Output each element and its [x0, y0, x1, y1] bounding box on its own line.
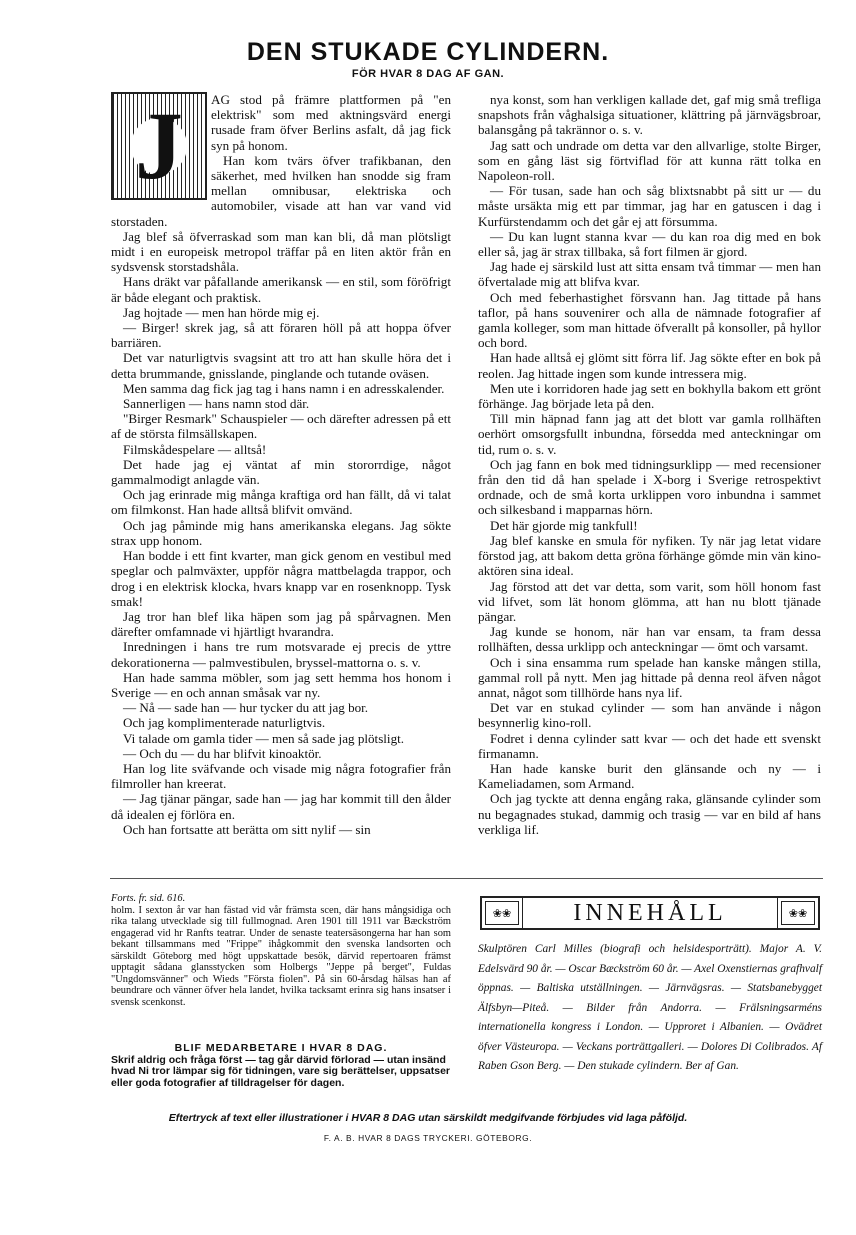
paragraph: Det här gjorde mig tankfull! [490, 517, 638, 533]
ornament-icon: ❀❀ [781, 901, 815, 925]
printer-imprint: F. A. B. HVAR 8 DAGS TRYCKERI. GÖTEBORG. [323, 1133, 533, 1143]
paragraph: Han log lite sväfvande och visade mig några fotografier från filmroller han kreerat. [111, 760, 451, 792]
continuation-notes [111, 893, 451, 1008]
paragraph: Jag hade ej särskild lust att sitta ensam två timmar — men han öfvertalade mig att blifva kvar. [478, 259, 821, 290]
ornament-icon: ❀❀ [485, 901, 519, 925]
paragraph: Men ute i korridoren hade jag sett en bokhylla bakom ett grönt förhänge. Jag började leta på den. [478, 380, 821, 412]
paragraph: — Jag tjänar pängar, sade han — jag har kommit till den ålder då idealen ej förlöra en. [111, 791, 451, 822]
paragraph: Han bodde i ett fint kvarter, man gick genom en vestibul med speglar och palmväxter, uppför några mattbelagda trappor, och drog i en elektrisk klocka, hvars knapp var en rosenknopp. Tysk smak! [111, 548, 451, 609]
right-column [478, 92, 821, 837]
paragraph: Och i sina ensamma rum spelade han kanske mången stilla, gammal roll på nytt. Men jag hittade på denna reol äfven något annat, något som tillhörde hans nya lif. [478, 654, 821, 700]
paragraph: — Birger! skrek jag, så att föraren höll på att hoppa öfver barriären. [111, 320, 451, 351]
contributor-notice [111, 1043, 451, 1089]
article-title: DEN STUKADE CYLINDERN. [246, 38, 610, 66]
contributor-notice-title: BLIF MEDARBETARE I HVAR 8 DAG. [174, 1042, 388, 1054]
paragraph: AG stod på främre plattformen på "en elektrisk" som med aktningsvärd energi rusade fram öfver Berlins asfalt, då jag fick syn på honom. [211, 92, 451, 153]
paragraph: Vi talade om gamla tider — men så sade jag plötsligt. [123, 730, 405, 746]
contents-list: Skulptören Carl Milles (biografi och helsidesporträtt). Major A. V. Edelsvärd 90 år. — Oscar Bæckström 60 år. — Axel Oxenstiernas grafhvalf öppnas. — Baltiska utställningen. — Järnvägsras. — Statsbanebygget Älfsbyn—Piteå. — Bilder från Andorra. — Frälsningsarméns internationella kongress i London. — Upproret i Albanien. — Ovädret öfver Västeuropa. — Veckans porträttgalleri. — Dolores Di Colibrados. Af Raben Gson Berg. — Den stukade cylindern. Ber af Gan. [478, 943, 822, 1072]
contents-title: INNEHÅLL [522, 898, 778, 928]
paragraph: Filmskådespelare — alltså! [123, 441, 267, 457]
right-paragraphs [478, 92, 821, 837]
paragraph: Men samma dag fick jag tag i hans namn i en adresskalender. [123, 380, 445, 396]
contents-header [480, 896, 820, 930]
paragraph: Jag hojtade — men han hörde mig ej. [123, 304, 320, 320]
paragraph: Jag blef så öfverraskad som man kan bli, då man plötsligt midt i en europeisk metropol träffar på en liten aktör från en sydsvensk storstadshåla. [111, 228, 451, 275]
paragraph: Det hade jag ej väntat af min stororrdige, något gammalmodigt anlagde vän. [111, 456, 451, 488]
paragraph: Jag satt och undrade om detta var den allvarlige, stolte Birger, som en gång läst sig förtviflad för att kunna rätt tolka en Napoleon-roll. [478, 137, 821, 184]
paragraph: Och med feberhastighet försvann han. Jag tittade på hans taflor, på hans souvenirer och alla de nämnade fotografier af gamla kolleger, som man hittade öfverallt på konsoller, på hyllor och bord. [478, 289, 821, 351]
initial-letter-glyph: J [113, 94, 205, 198]
paragraph: nya konst, som han verkligen kallade det, gaf mig små trefliga snapshots från våghalsiga situationer, klättring på järnvägsbroar, balansgång på takrännor o. s. v. [478, 92, 821, 138]
left-column [111, 92, 451, 837]
article-byline: FÖR HVAR 8 DAG AF GAN. [351, 68, 505, 80]
paragraph: Han hade samma möbler, som jag sett hemma hos honom i Sverige — en och annan småsak var ny. [111, 669, 451, 700]
paragraph: Och han fortsatte att berätta om sitt nylif — sin [123, 821, 371, 837]
paragraph: — Du kan lugnt stanna kvar — du kan roa dig med en bok eller så, jag är strax tillbaka, så fort filmen är gjord. [478, 228, 821, 260]
paragraph: Och jag erinrade mig många kraftiga ord han fällt, då vi talat om filmkonst. Han hade alltså blifvit omvänd. [111, 487, 451, 518]
paragraph: "Birger Resmark" Schauspieler — och därefter adressen på ett af de största filmsällskapen. [111, 411, 451, 442]
decorative-initial-letter [111, 92, 207, 200]
paragraph: Jag blef kanske en smula för nyfiken. Ty när jag letat vidare förstod jag, att bakom detta gröna förhänge gömde min vän kino-aktören sina ideal. [478, 532, 821, 579]
paragraph: Jag förstod att det var detta, som varit, som höll honom fast vid lifvet, som lät honom glömma, att han nu blott tjänade pängar. [478, 578, 821, 624]
paragraph: Han hade kanske burit den glänsande och ny — i Kameliadamen, som Armand. [478, 760, 821, 792]
paragraph: Det var naturligtvis svagsint att tro att han skulle höra det i detta brummande, gnisslande, pinglande och tutande oväsen. [111, 350, 451, 381]
paragraph: Han kom tvärs öfver trafikbanan, den säkerhet, med hvilken han snodde sig fram mellan omnibusar, elektriska och automobiler, visade att han var vand vid storstaden. [111, 152, 451, 229]
paragraph: Och jag tyckte att denna engång raka, glänsande cylinder som nu begagnades stukad, dammig och trasig — var en bild af hans verkliga lif. [478, 791, 821, 837]
paragraph: Och jag komplimenterade naturligtvis. [123, 715, 326, 731]
paragraph: Han hade alltså ej glömt sitt förra lif. Jag sökte efter en bok på reolen. Jag hittade ingen som kunde intressera mig. [478, 350, 821, 381]
paragraph: Inredningen i hans tre rum motsvarade ej precis de yttre dekorationerna — palmvestibulen, bryssel-mattorna o. s. v. [111, 639, 451, 670]
paragraph: Sannerligen — hans namn stod där. [123, 396, 310, 412]
paragraph: Jag kunde se honom, när han var ensam, ta fram dessa rollhäften, dessa urklipp och anteckningar — ömt och varsamt. [478, 624, 821, 655]
copyright-notice: Eftertryck af text eller illustrationer i HVAR 8 DAG utan särskildt medgifvande förbjudes vid laga påföljd. [168, 1112, 688, 1124]
contributor-notice-text: Skrif aldrig och fråga först — tag går därvid förlorad — utan insänd hvad Ni tror lämpar sig för tidningen, vare sig berättelser, uppsatser eller goda fotografier af tilldragelser för dagen. [111, 1053, 451, 1089]
paragraph: — Nå — sade han — hur tycker du att jag bor. [123, 700, 369, 716]
continuation-text: holm. I sexton år var han fästad vid vår främsta scen, där hans mångsidiga och rika talang utvecklade sig till fullmognad. Aren 1901 till 1911 var Bæckström engagerad vid hr Ranfts teatrar. Under de senaste teatersäsongerna har han som bekant tillsammans med "Frippe" ihågkommit den svenska landsorten och särskildt Göteborg med högt uppskattade besök, därvid repertoaren främst upptagit sådana glansstycken som Holbergs "Jeppe på berget", Fuldas "Ungdomsvänner" och Wieds "Första fiolen". På sin 60-årsdag hälsas han af beundrare och vänner öfver hela landet, hvilka tacksamt erinra sig hans insatser i svensk scenkonst. [111, 904, 451, 1008]
paragraph: Hans dräkt var påfallande amerikansk — en stil, som föröfrigt är både elegant och praktisk. [111, 274, 451, 305]
left-paragraphs [111, 92, 451, 837]
paragraph: — För tusan, sade han och såg blixtsnabbt på sitt ur — du måste ursäkta mig ett par timmar, jag har en gatuscen i dag i Kurfürstendamm och det går ej att försumma. [478, 183, 821, 229]
paragraph: Och jag påminde mig hans amerikanska elegans. Jag sökte strax upp honom. [111, 517, 451, 548]
paragraph: Jag tror han blef lika häpen som jag på spårvagnen. Men därefter omfamnade vi hjärtligt hvarandra. [111, 608, 451, 640]
paragraph: Och jag fann en bok med tidningsurklipp — med recensioner från den tid då han spelade i X-borg i Sverige retrospektivt ordnade, och de små korta urklippen voro inbundna i sammet och silkesband i mapparnas hörn. [478, 456, 821, 518]
paragraph: — Och du — du har blifvit kinoaktör. [123, 745, 322, 761]
paragraph: Till min häpnad fann jag att det blott var gamla rollhäften oerhört omsorgsfullt inbundna, försedda med anteckningar om tid, rum o. s. v. [478, 411, 821, 457]
section-divider [110, 878, 823, 879]
continuation-reference: Forts. fr. sid. 616. [111, 893, 186, 904]
paragraph: Det var en stukad cylinder — som han använde i någon besynnerlig kino-roll. [478, 700, 821, 731]
paragraph: Fodret i denna cylinder satt kvar — och det hade ett svenskt firmanamn. [478, 730, 821, 761]
